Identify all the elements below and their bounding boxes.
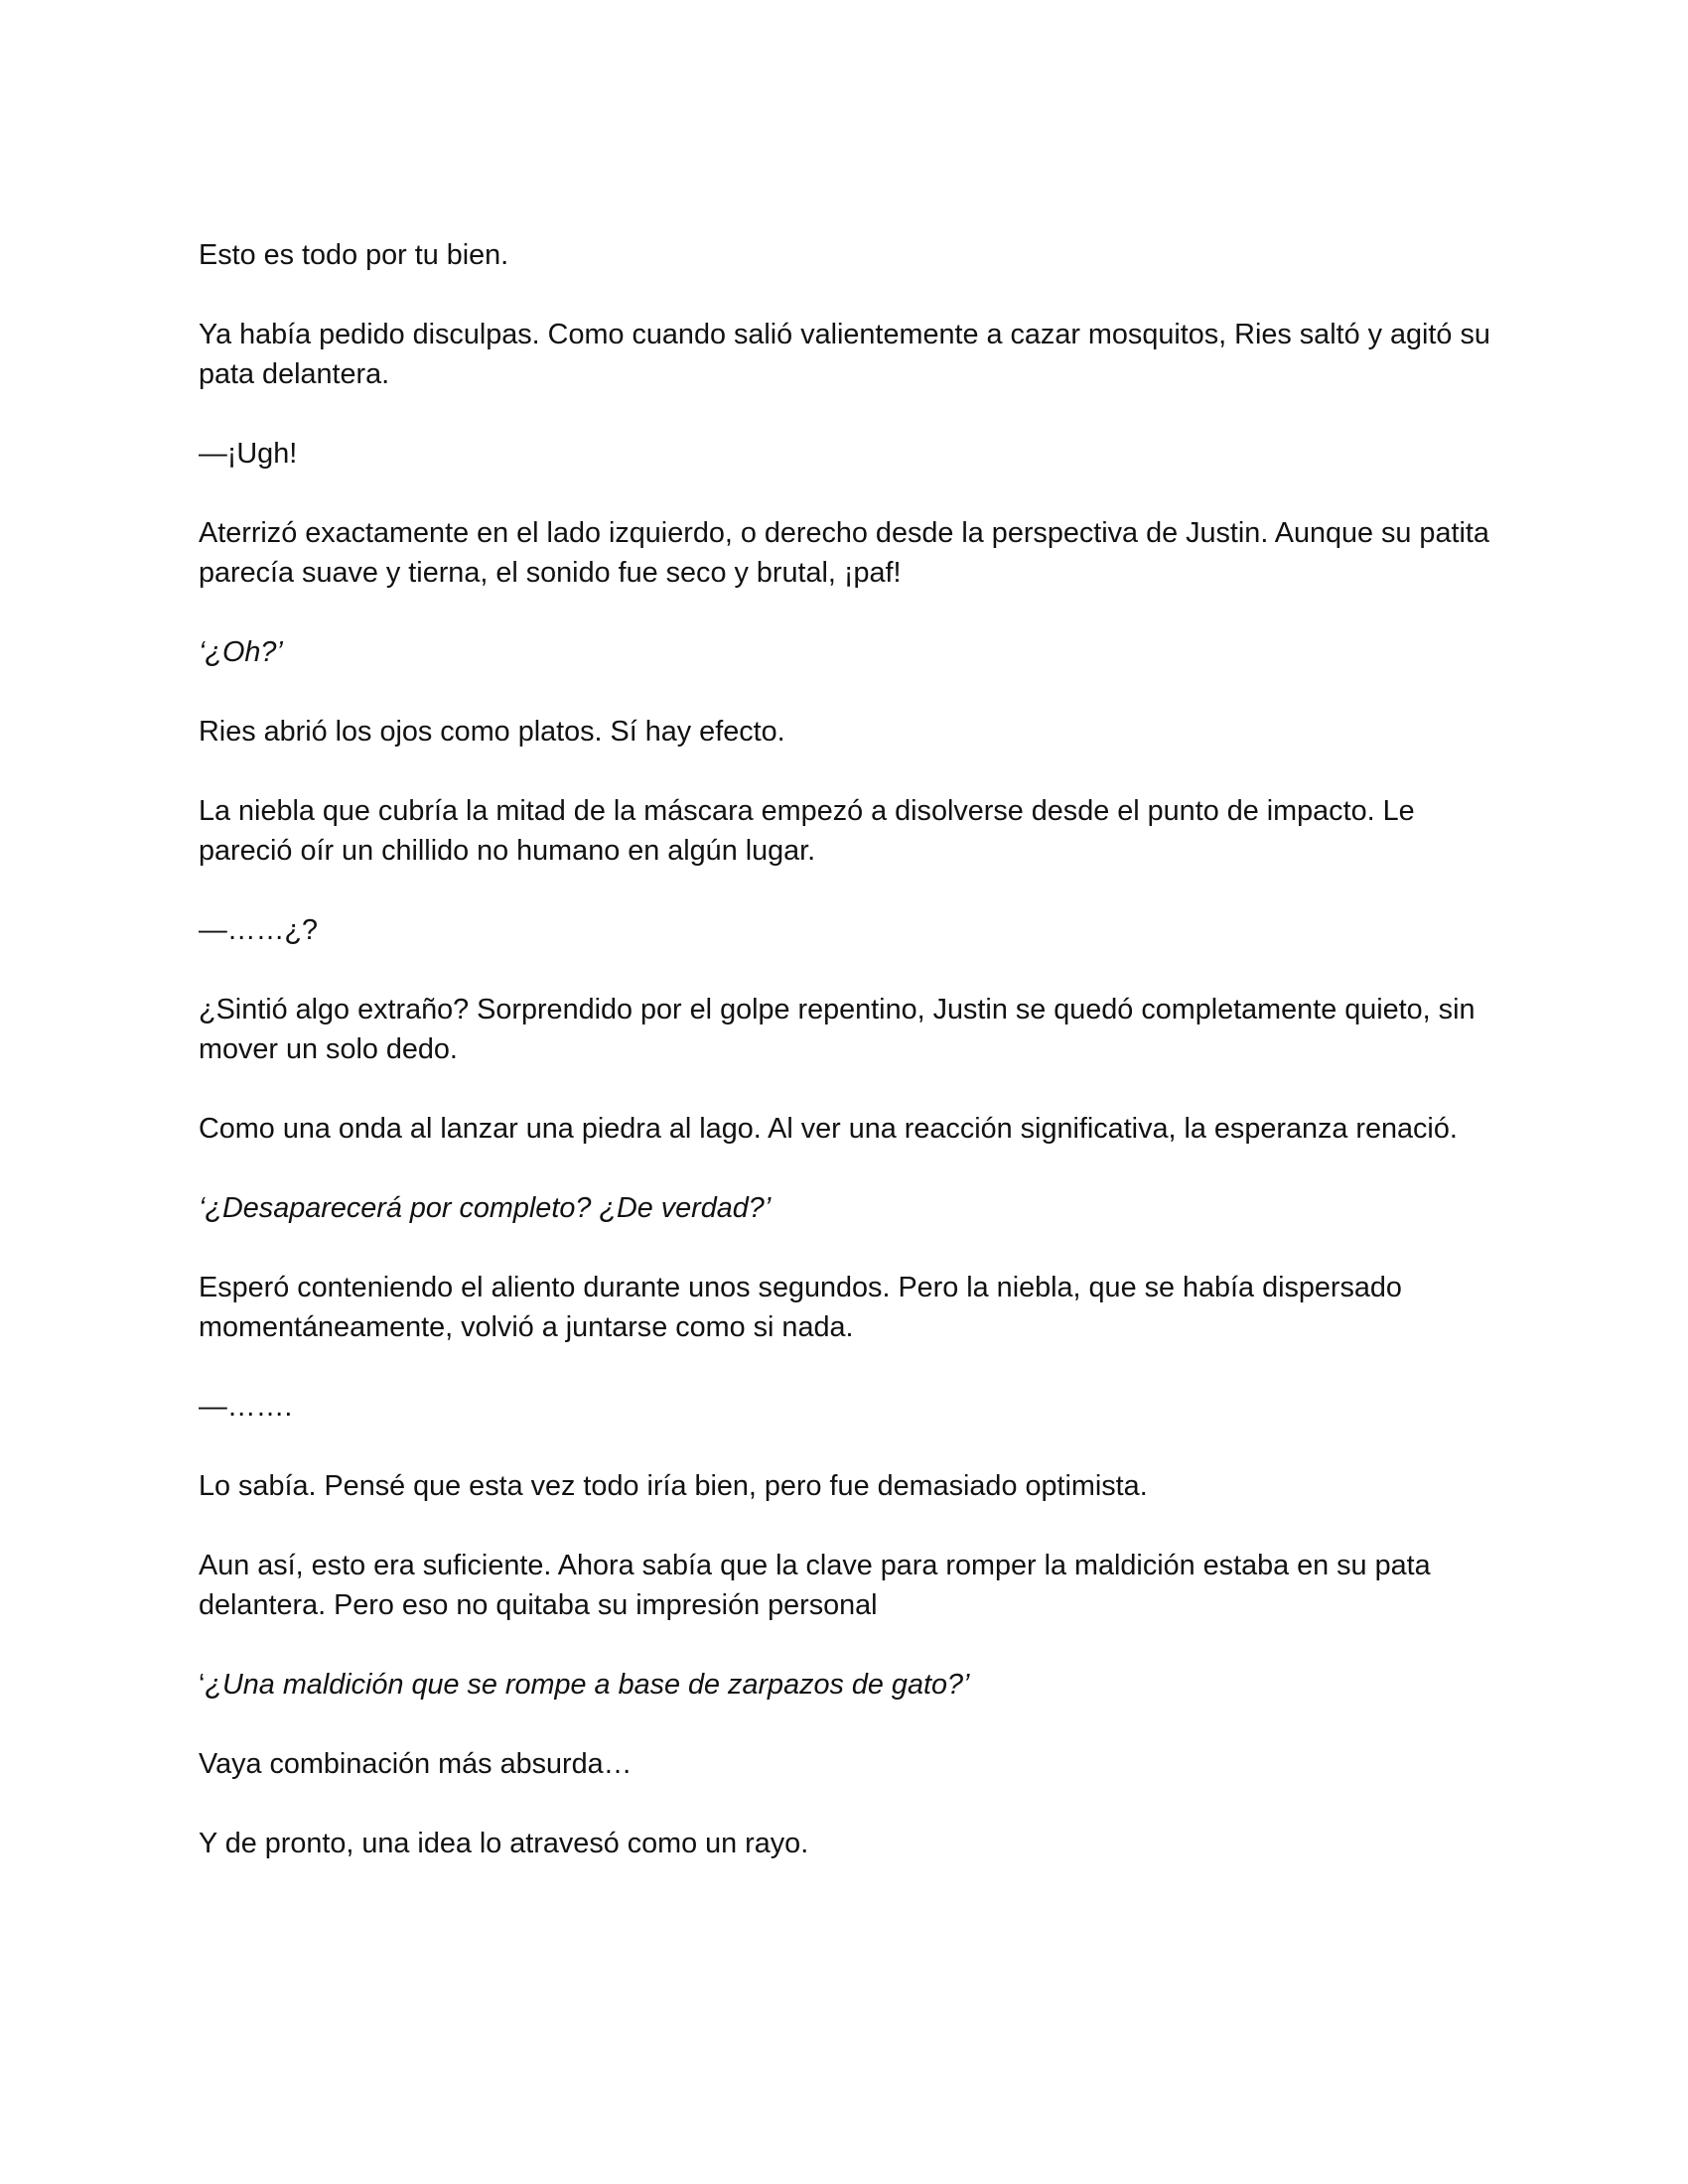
paragraph: Aterrizó exactamente en el lado izquierdo, o derecho desde la perspectiva de Justin. Aunque su patita parecía suave y tierna, el sonido fue seco y brutal, ¡paf! — [199, 517, 1489, 589]
paragraph: ¿Sintió algo extraño? Sorprendido por el golpe repentino, Justin se quedó completamente quieto, sin mover un solo dedo. — [199, 994, 1476, 1065]
paragraph: Y de pronto, una idea lo atravesó como un rayo. — [199, 1828, 809, 1859]
thought-line: ‘¿Desaparecerá por completo? ¿De verdad?’ — [199, 1192, 772, 1224]
paragraph: Esto es todo por tu bien. — [199, 239, 509, 271]
paragraph: Aun así, esto era suficiente. Ahora sabía que la clave para romper la maldición estaba en su pata delantera. Pero eso no quitaba su impresión personal — [199, 1550, 1431, 1621]
dialogue-line: —¡Ugh! — [199, 438, 298, 470]
open-quote: ‘ — [199, 1669, 206, 1701]
dialogue-line: —……. — [199, 1391, 293, 1423]
dialogue-line: —……¿? — [199, 914, 318, 946]
thought-line-mixed — [199, 1665, 1499, 1705]
paragraph: Lo sabía. Pensé que esta vez todo iría bien, pero fue demasiado optimista. — [199, 1470, 1148, 1502]
paragraph: Ya había pedido disculpas. Como cuando salió valientemente a cazar mosquitos, Ries saltó y agitó su pata delantera. — [199, 319, 1490, 390]
document-body — [199, 235, 1499, 1903]
thought-text: ¿Una maldición que se rompe a base de zarpazos de gato?’ — [205, 1669, 970, 1701]
paragraph: Esperó conteniendo el aliento durante unos segundos. Pero la niebla, que se había dispersado momentáneamente, volvió a juntarse como si nada. — [199, 1272, 1402, 1343]
paragraph: La niebla que cubría la mitad de la máscara empezó a disolverse desde el punto de impacto. Le pareció oír un chillido no humano en algún lugar. — [199, 795, 1415, 867]
thought-line: ‘¿Oh?’ — [199, 636, 283, 668]
paragraph: Vaya combinación más absurda… — [199, 1748, 633, 1780]
paragraph: Como una onda al lanzar una piedra al lago. Al ver una reacción significativa, la esperanza renació. — [199, 1113, 1458, 1145]
paragraph: Ries abrió los ojos como platos. Sí hay efecto. — [199, 716, 785, 748]
